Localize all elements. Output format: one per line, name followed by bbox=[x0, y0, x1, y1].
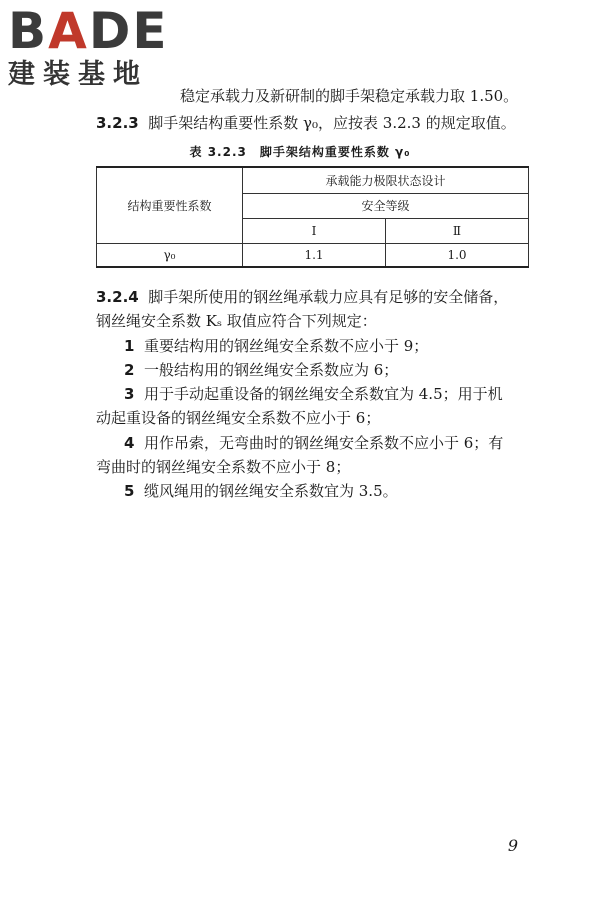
list-item: 4 用作吊索，无弯曲时的钢丝绳安全系数不应小于 6；有 bbox=[124, 434, 504, 452]
clause-3-2-4-line2: 钢丝绳安全系数 Kₛ 取值应符合下列规定： bbox=[96, 312, 377, 330]
table-caption: 表 3.2.3 脚手架结构重要性系数 γ₀ bbox=[189, 145, 411, 159]
value-grade-2: 1.0 bbox=[385, 243, 528, 267]
list-item: 1 重要结构用的钢丝绳安全系数不应小于 9； bbox=[124, 337, 429, 355]
grade-2: Ⅱ bbox=[385, 218, 528, 243]
clause-number: 3.2.3 bbox=[96, 114, 139, 132]
list-item: 2 一般结构用的钢丝绳安全系数应为 6； bbox=[124, 361, 399, 379]
clause-text: 脚手架所使用的钢丝绳承载力应具有足够的安全储备， bbox=[148, 288, 509, 306]
coefficient-table bbox=[96, 166, 529, 268]
list-item: 3 用于手动起重设备的钢丝绳安全系数宜为 4.5；用于机 bbox=[124, 385, 503, 403]
logo-subtitle: 建装基地 bbox=[8, 59, 148, 90]
logo-brand: BADE bbox=[8, 2, 169, 60]
list-item-continuation: 动起重设备的钢丝绳安全系数不应小于 6； bbox=[96, 409, 381, 427]
grade-1: Ⅰ bbox=[243, 218, 386, 243]
value-grade-1: 1.1 bbox=[243, 243, 386, 267]
list-item-continuation: 弯曲时的钢丝绳安全系数不应小于 8； bbox=[96, 458, 351, 476]
logo bbox=[8, 4, 178, 90]
header-row-label: 结构重要性系数 bbox=[97, 167, 243, 243]
header-grade: 安全等级 bbox=[243, 193, 529, 218]
list-item: 5 缆风绳用的钢丝绳安全系数宜为 3.5。 bbox=[124, 482, 398, 500]
page-number: 9 bbox=[507, 836, 518, 855]
clause-3-2-4-line1 bbox=[96, 287, 508, 307]
clause-number: 3.2.4 bbox=[96, 288, 139, 306]
clause-text: 脚手架结构重要性系数 γ₀，应按表 3.2.3 的规定取值。 bbox=[148, 114, 516, 132]
clause-3-2-3 bbox=[96, 113, 516, 133]
row-label-gamma: γ₀ bbox=[97, 243, 243, 267]
header-design: 承载能力极限状态设计 bbox=[243, 167, 529, 193]
intro-line: 稳定承载力及新研制的脚手架稳定承载力取 1.50。 bbox=[180, 87, 519, 105]
